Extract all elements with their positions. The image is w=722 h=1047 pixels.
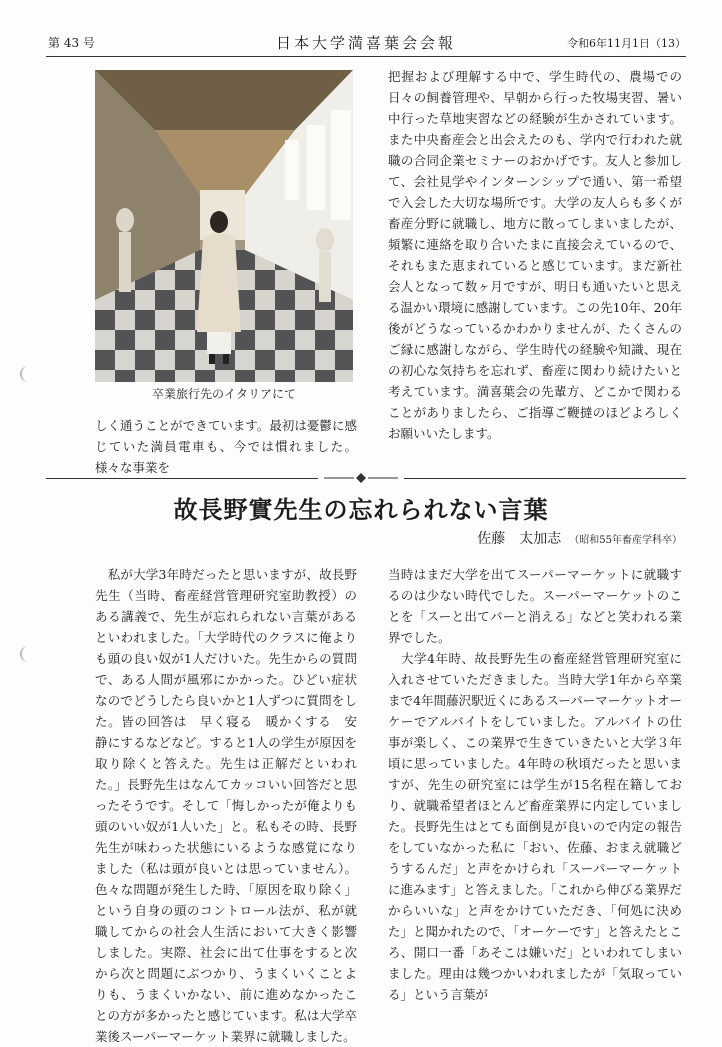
title-ornament [318, 473, 404, 483]
author-name: 佐藤 太加志 [477, 531, 562, 547]
top-right-column [388, 66, 682, 444]
article-left-column [95, 564, 357, 1047]
top-right-paragraph: 把握および理解する中で、学生時代の、農場での日々の飼養管理や、早朝から行った牧場実習、暑い中行った草地実習などの経験が生かされています。また中央畜産会と出会えたのも、学内で行われた就職の合同企業セミナーのおかげです。友人と参加して、会社見学やインターンシップで通い、第一希望で入会した大切な場所です。大学の友人らも多くが畜産分野に就職し、地方に散ってしまいましたが、頻繁に連絡を取り合いたまに直接会えているので、それもまた恵まれていると感じています。まだ新社会人となって数ヶ月ですが、明日も通いたいと思える温かい環境に感謝しています。この先10年、20年後がどうなっているかわかりませんが、たくさんのご縁に感謝しながら、学生時代の経験や知識、現在の初心な気持ちを忘れず、畜産に関わり続けたいと考えています。満喜葉会の先輩方、どこかで関わることがありましたら、ご指導ご鞭撻のほどよろしくお願いいたします。 [388, 69, 682, 441]
newspaper-title: 日本大学満喜葉会会報 [275, 34, 456, 52]
article-right-paragraph-2: 大学4年時、故長野先生の畜産経営管理研究室に入れさせていただきました。当時大学1年から卒業まで4年間藤沢駅近くにあるスーパーマーケットオーケーでアルバイトをしていました。アルバイトの仕事が楽しく、この業界で生きていきたいと大学３年頃に思っていました。4年時の秋頃だったと思いますが、先生の研究室には学生が15名程在籍しており、就職希望者ほとんど畜産業界に内定していました。長野先生はとても面倒見が良いので内定の報告をしていなかった私に「おい、佐藤、おまえ就職どうするんだ」と声をかけられ「スーパーマーケットに進みます」と答えました。「これから伸びる業界だからいいな」と声をかけていただき、「何処に決めた」と聞かれたので、「オーケーです」と答えたところ、開口一番「あそこは嫌いだ」といわれてしまいました。理由は幾つかいわれましたが「気取っている」という言葉が [388, 651, 682, 1002]
article-title: 故長野實先生の忘れられない言葉 [173, 495, 549, 524]
article-left-paragraph: 私が大学3年時だったと思いますが、故長野先生（当時、畜産経営管理研究室助教授）のある講義で、先生が忘れられない言葉があるといわれました。「大学時代のクラスに俺よりも頭の良い奴が1人だけいた。先生からの質問で、ある人間が風邪にかかった。ひどい症状なのでどうしたら良いかと1人ずつに質問をした。皆の回答は 早く寝る 暖かくする 安静にするなどなど。すると1人の学生が原因を取り除くと答えた。先生は正解だといわれた。」長野先生はなんてカッコいい回答だと思ったそうです。そして「悔しかったが俺よりも頭のいい奴が1人いた」と。私もその時、長野先生が味わった状態にいるような感覚になりました（私は頭が良いとは思っていません）。色々な問題が発生した時、「原因を取り除く」という自身の頭のコントロール法が、私が就職してからの社会人生活において大きく影響しました。実際、社会に出て仕事をすると次から次と問題にぶつかり、うまくいくことよりも、うまくいかない、前に進めなかったことの方が多かったと感じています。私は大学卒業後スーパーマーケット業界に就職しました。 [95, 567, 357, 1044]
article-right-column [388, 564, 682, 1005]
photo-caption: 卒業旅行先のイタリアにて [151, 387, 296, 401]
article-right-paragraph-1: 当時はまだ大学を出てスーパーマーケットに就職するのは少ない時代でした。スーパーマーケットのことを「スーと出てパーと消える」などと笑われる業界でした。 [388, 567, 682, 645]
punch-hole-mark [20, 646, 36, 662]
date-page-number: 令和6年11月1日（13） [567, 37, 686, 50]
issue-number: 第 43 号 [48, 36, 95, 50]
top-left-column [95, 415, 357, 478]
byline [477, 528, 682, 548]
author-note: （昭和55年畜産学科卒） [569, 535, 682, 546]
header-rule [46, 56, 686, 57]
page-header [46, 32, 686, 52]
top-left-paragraph: しく通うことができています。最初は憂鬱に感じていた満員電車も、今では慣れました。様々な事業を [95, 418, 357, 475]
italy-gallery-photo [95, 70, 353, 382]
punch-hole-mark [20, 366, 36, 382]
